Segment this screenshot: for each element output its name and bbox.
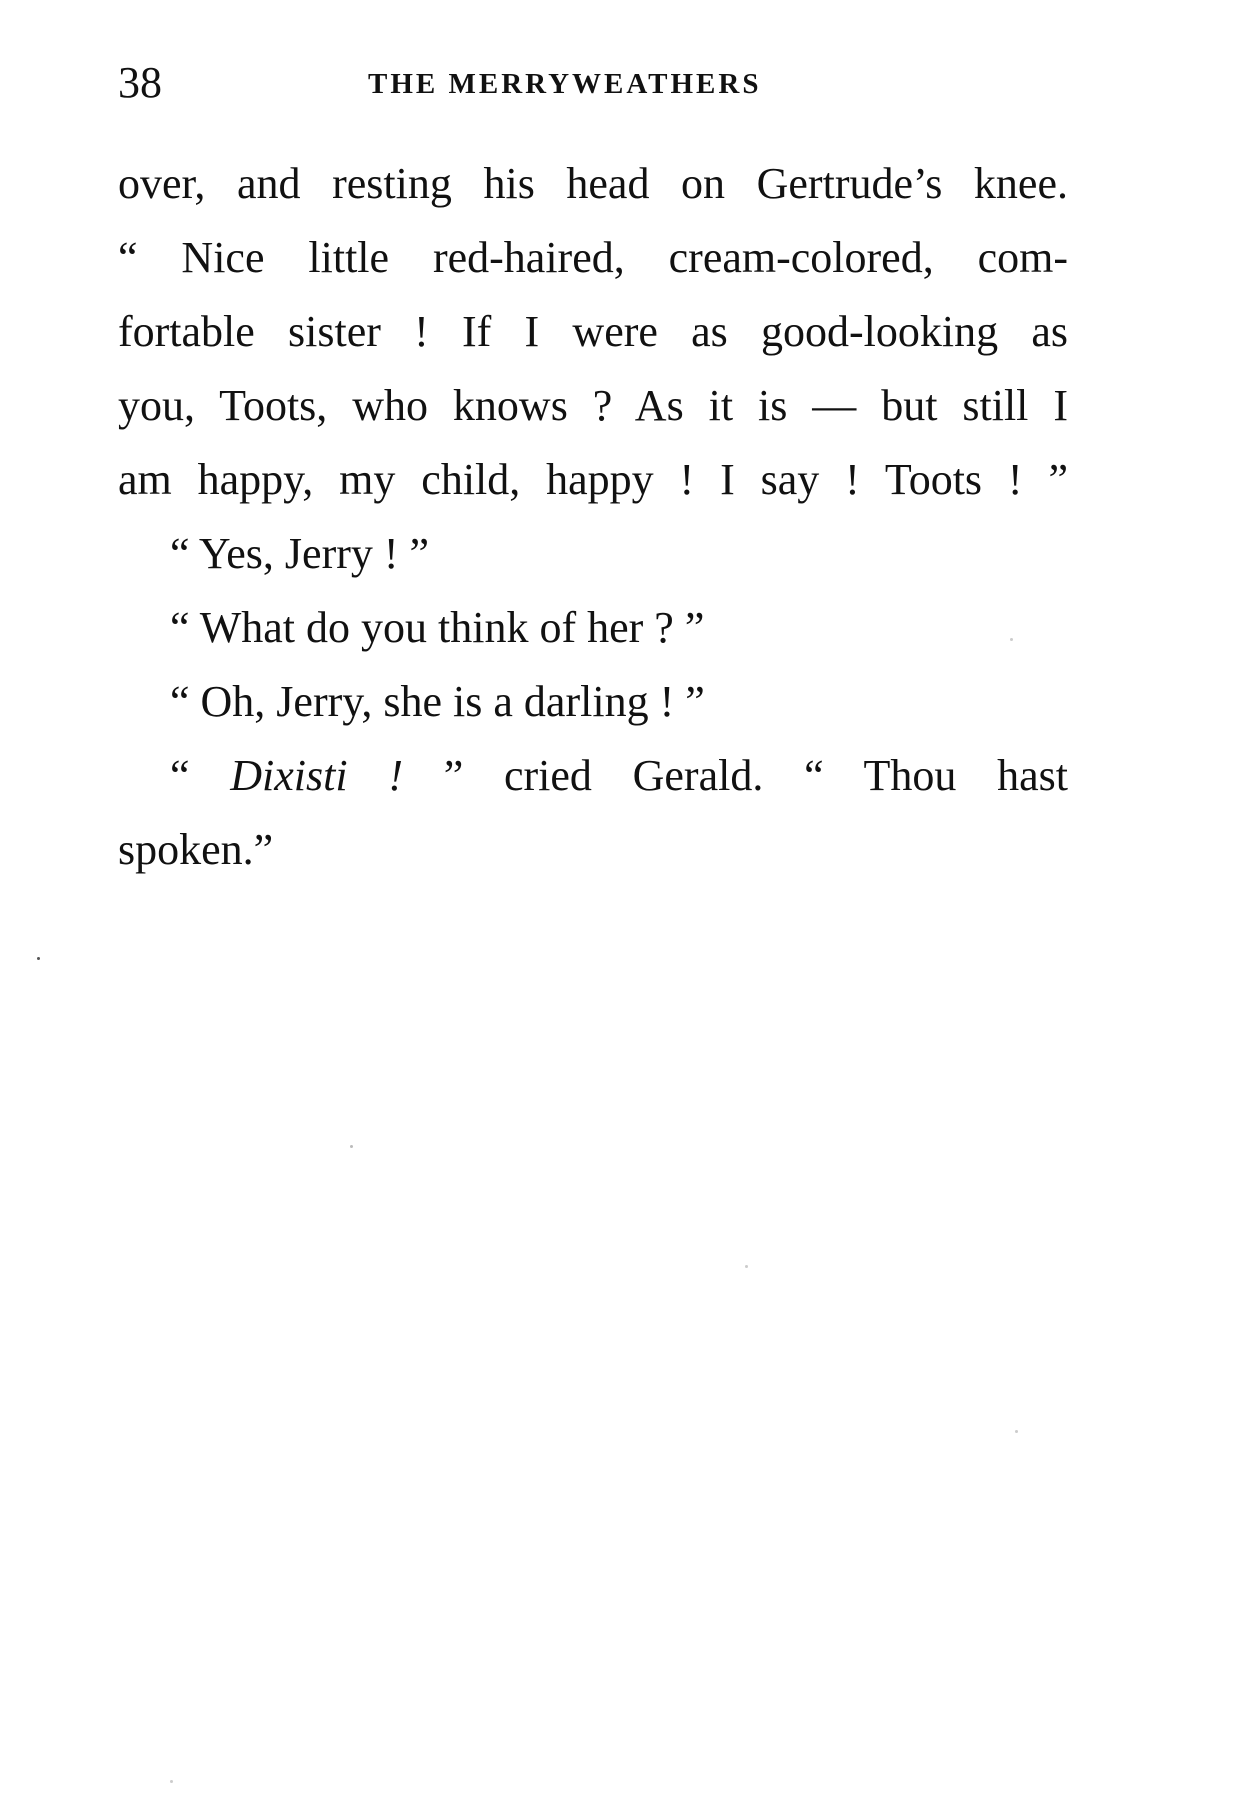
dialogue-line: “ What do you think of her ? ” xyxy=(170,603,705,652)
paper-speck xyxy=(170,1780,173,1783)
text-line: “ Nice little red-haired, cream-colored, com- xyxy=(118,233,1068,282)
open-quote: “ xyxy=(170,751,231,800)
text-line: fortable sister ! If I were as good-looking as xyxy=(118,307,1068,356)
paper-speck xyxy=(350,1145,353,1148)
body-text xyxy=(118,147,1068,887)
running-header xyxy=(118,58,1068,108)
paper-speck xyxy=(1010,638,1013,641)
paper-speck xyxy=(745,1265,748,1268)
dialogue-line: “ Yes, Jerry ! ” xyxy=(170,529,430,578)
page-number: 38 xyxy=(118,58,162,107)
line-remainder: ” cried Gerald. “ Thou hast xyxy=(402,751,1069,800)
running-title: THE MERRYWEATHERS xyxy=(368,68,762,100)
text-line: over, and resting his head on Gertrude’s knee. xyxy=(118,159,1068,208)
paper-speck xyxy=(37,957,40,960)
latin-phrase: Dixisti ! xyxy=(230,751,403,800)
paper-speck xyxy=(1015,1430,1018,1433)
dialogue-line xyxy=(118,739,1068,813)
text-line: spoken.” xyxy=(118,825,274,874)
dialogue-line: “ Oh, Jerry, she is a darling ! ” xyxy=(170,677,705,726)
text-line: am happy, my child, happy ! I say ! Toots ! ” xyxy=(118,455,1068,504)
text-line: you, Toots, who knows ? As it is — but still I xyxy=(118,381,1068,430)
